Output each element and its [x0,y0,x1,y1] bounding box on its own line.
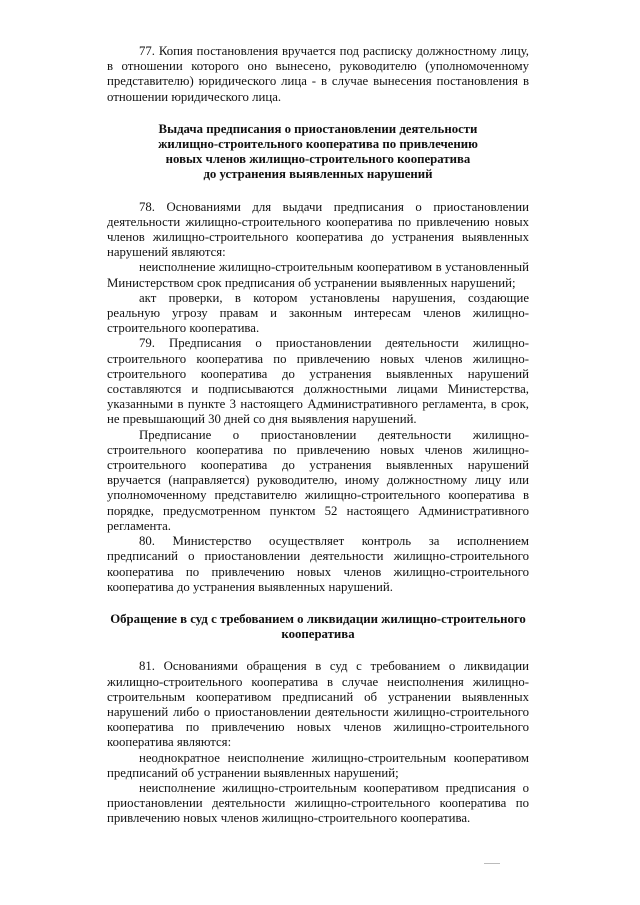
spacer [107,642,529,659]
heading-line: кооператива [281,627,355,642]
paragraph-81-item-2: неисполнение жилищно-строительным кооперативом предписания о приостановлении деятельности жилищно-строительного кооператива по привлечению новых членов жилищно-строительного кооператива. [107,780,529,826]
page-edge-mark [484,863,500,864]
spacer [107,183,529,200]
spacer [107,105,529,122]
paragraph-81-item-1: неоднократное неисполнение жилищно-строительным кооперативом предписаний об устранении выявленных нарушений; [107,750,529,780]
paragraph-77: 77. Копия постановления вручается под расписку должностному лицу, в отношении которого оно вынесено, руководителю (уполномоченному представителю) юридического лица - в случае вынесения постановления в отношении юридического лица. [107,44,529,104]
heading-line: Выдача предписания о приостановлении деятельности [158,121,478,136]
section-heading-liquidation [107,612,529,642]
paragraph-81: 81. Основаниями обращения в суд с требованием о ликвидации жилищно-строительного кооператива в случае неисполнения жилищно-строительным кооперативом предписаний об устранении выявленных нарушений либо о приостановлении деятельности жилищно-строительного кооператива по привлечению новых членов жилищно-строительного кооператива являются: [107,659,529,750]
heading-line: жилищно-строительного кооператива по привлечению [158,137,478,152]
paragraph-79-delivery: Предписание о приостановлении деятельности жилищно-строительного кооператива по привлечению новых членов жилищно-строительного кооператива до устранения выявленных нарушений вручается (направляется) руководителю, иному должностному лицу или уполномоченному представителю жилищно-строительного кооператива в порядке, предусмотренном пунктом 52 настоящего Административного регламента. [107,427,529,533]
section-heading-suspension [107,122,529,183]
heading-line: Обращение в суд с требованием о ликвидации жилищно-строительного [110,611,526,626]
heading-line: до устранения выявленных нарушений [203,167,433,182]
heading-line: новых членов жилищно-строительного кооператива [165,152,471,167]
paragraph-79: 79. Предписания о приостановлении деятельности жилищно-строительного кооператива по привлечению новых членов жилищно-строительного кооператива до устранения выявленных нарушений составляются и подписываются должностными лицами Министерства, указанными в пункте 3 настоящего Административного регламента, в срок, не превышающий 30 дней со дня выявления нарушений. [107,336,529,427]
paragraph-78-item-2: акт проверки, в котором установлены нарушения, создающие реальную угрозу правам и законным интересам членов жилищно-строительного кооператива. [107,290,529,336]
document-body [107,44,529,827]
paragraph-78-item-1: неисполнение жилищно-строительным кооперативом в установленный Министерством срок предписания об устранении выявленных нарушений; [107,260,529,290]
paragraph-80: 80. Министерство осуществляет контроль за исполнением предписаний о приостановлении деятельности жилищно-строительного кооператива по привлечению новых членов жилищно-строительного кооператива до устранения выявленных нарушений. [107,534,529,594]
paragraph-78: 78. Основаниями для выдачи предписания о приостановлении деятельности жилищно-строительного кооператива по привлечению новых членов жилищно-строительного кооператива до устранения выявленных нарушений являются: [107,199,529,260]
spacer [107,595,529,612]
